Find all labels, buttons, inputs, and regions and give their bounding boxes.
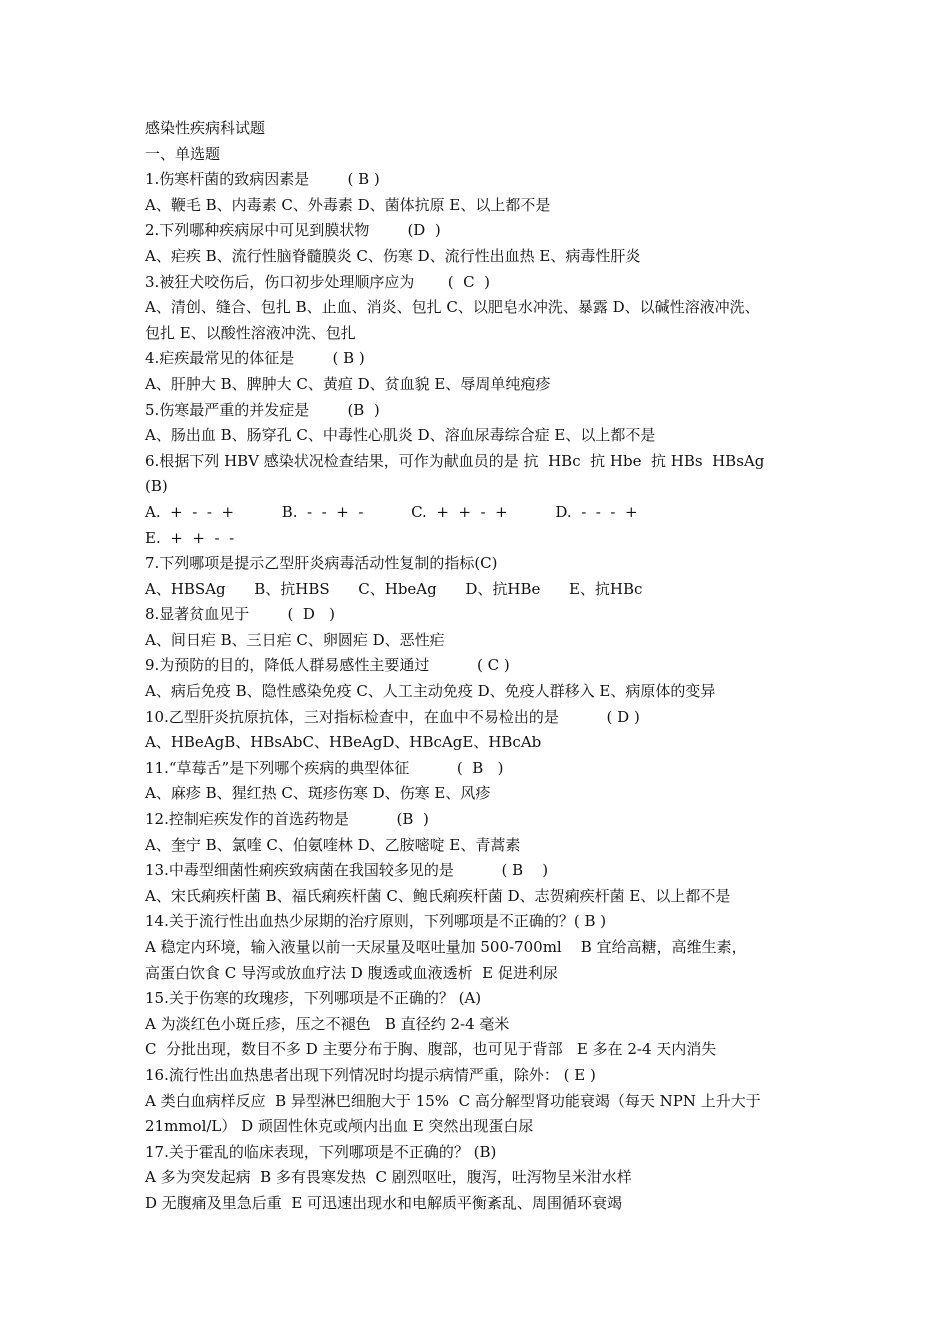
- answer-options: A、清创、缝合、包扎 B、止血、消炎、包扎 C、以肥皂水冲洗、暴露 D、以碱性溶液冲洗、: [145, 298, 760, 317]
- answer-options: A 类白血病样反应 B 异型淋巴细胞大于 15% C 高分解型肾功能衰竭（每天 NPN 上升大于: [145, 1091, 761, 1110]
- question-stem: 11.“草莓舌”是下列哪个疾病的典型体征 ( B ): [145, 758, 504, 777]
- question-stem: 5.伤寒最严重的并发症是 (B ): [145, 400, 380, 419]
- question-stem: 3.被狂犬咬伤后，伤口初步处理顺序应为 ( C ): [145, 272, 490, 291]
- question-stem: 17.关于霍乱的临床表现，下列哪项是不正确的？ (B): [145, 1142, 497, 1161]
- question-list: [145, 167, 813, 1216]
- question-stem: 7.下列哪项是提示乙型肝炎病毒活动性复制的指标(C): [145, 554, 498, 573]
- answer-options: A、HBSAg B、抗HBS C、HbeAg D、抗HBe E、抗HBc: [145, 579, 643, 598]
- question-stem: 4.疟疾最常见的体征是 ( B ): [145, 349, 365, 368]
- answer-options: A、病后免疫 B、隐性感染免疫 C、人工主动免疫 D、免疫人群移入 E、病原体的变异: [145, 682, 716, 701]
- section-heading: 一、单选题: [145, 144, 221, 163]
- answer-options: A 稳定内环境，输入液量以前一天尿量及呕吐量加 500-700ml B 宜给高糖，高维生素，: [145, 938, 747, 956]
- document-page: [145, 116, 813, 1217]
- answer-options: A、奎宁 B、氯喹 C、伯氨喹林 D、乙胺嘧啶 E、青蒿素: [145, 835, 521, 854]
- answer-options: A、宋氏痢疾杆菌 B、福氏痢疾杆菌 C、鲍氏痢疾杆菌 D、志贺痢疾杆菌 E、以上都不是: [145, 886, 731, 905]
- document-title: 感染性疾病科试题: [145, 119, 266, 137]
- answer-options: E. + + - -: [145, 528, 235, 547]
- answer-options: A、鞭毛 B、内毒素 C、外毒素 D、菌体抗原 E、以上都不是: [145, 195, 551, 214]
- question-stem: 10.乙型肝炎抗原抗体，三对指标检查中，在血中不易检出的是 ( D ): [145, 707, 640, 726]
- question-stem: 14.关于流行性出血热少尿期的治疗原则，下列哪项是不正确的？( B ): [145, 912, 607, 931]
- question-stem: 9.为预防的目的，降低人群易感性主要通过 ( C ): [145, 656, 510, 675]
- question-stem: 6.根据下列 HBV 感染状况检查结果，可作为献血员的是 抗 HBc 抗 Hbe 抗 HBs HBsAg: [145, 451, 765, 470]
- answer-options: 21mmol/L） D 顽固性休克或颅内出血 E 突然出现蛋白尿: [145, 1117, 534, 1136]
- answer-options: A、肝肿大 B、脾肿大 C、黄疸 D、贫血貌 E、辱周单纯疱疹: [145, 374, 551, 393]
- answer-options: A、疟疾 B、流行性脑脊髓膜炎 C、伤寒 D、流行性出血热 E、病毒性肝炎: [145, 246, 641, 265]
- answer-options: A 为淡红色小斑丘疹，压之不褪色 B 直径约 2-4 毫米: [145, 1014, 510, 1033]
- answer-options: A、间日疟 B、三日疟 C、卵圆疟 D、恶性疟: [145, 630, 445, 649]
- question-stem: 8.显著贫血见于 ( D ): [145, 605, 336, 624]
- answer-options: 包扎 E、以酸性溶液冲洗、包扎: [145, 323, 356, 342]
- question-stem: 16.流行性出血热患者出现下列情况时均提示病情严重，除外： ( E ): [145, 1065, 596, 1084]
- answer-options: A. + - - + B. - - + - C. + + - + D. - - - +: [145, 502, 638, 521]
- question-stem: 12.控制疟疾发作的首选药物是 (B ): [145, 810, 429, 829]
- answer-options: D 无腹痛及里急后重 E 可迅速出现水和电解质平衡紊乱、周围循环衰竭: [145, 1193, 623, 1212]
- answer-options: C 分批出现，数目不多 D 主要分布于胸、腹部，也可见于背部 E 多在 2-4 天内消失: [145, 1040, 717, 1059]
- question-stem: 13.中毒型细菌性痢疾致病菌在我国较多见的是 ( B ): [145, 861, 549, 880]
- question-stem: 1.伤寒杆菌的致病因素是 ( B ): [145, 170, 380, 189]
- answer-options: A、麻疹 B、猩红热 C、斑疹伤寒 D、伤寒 E、风疹: [145, 784, 491, 803]
- answer-options: (B): [145, 477, 168, 496]
- answer-options: 高蛋白饮食 C 导泻或放血疗法 D 腹透或血液透析 E 促进利尿: [145, 963, 558, 982]
- question-stem: 15.关于伤寒的玫瑰疹，下列哪项是不正确的？ (A): [145, 989, 482, 1008]
- answer-options: A 多为突发起病 B 多有畏寒发热 C 剧烈呕吐，腹泻，吐泻物呈米泔水样: [145, 1168, 632, 1187]
- answer-options: A、HBeAgB、HBsAbC、HBeAgD、HBcAgE、HBcAb: [145, 733, 542, 752]
- answer-options: A、肠出血 B、肠穿孔 C、中毒性心肌炎 D、溶血尿毒综合症 E、以上都不是: [145, 426, 656, 445]
- question-stem: 2.下列哪种疾病尿中可见到膜状物 (D ): [145, 221, 441, 240]
